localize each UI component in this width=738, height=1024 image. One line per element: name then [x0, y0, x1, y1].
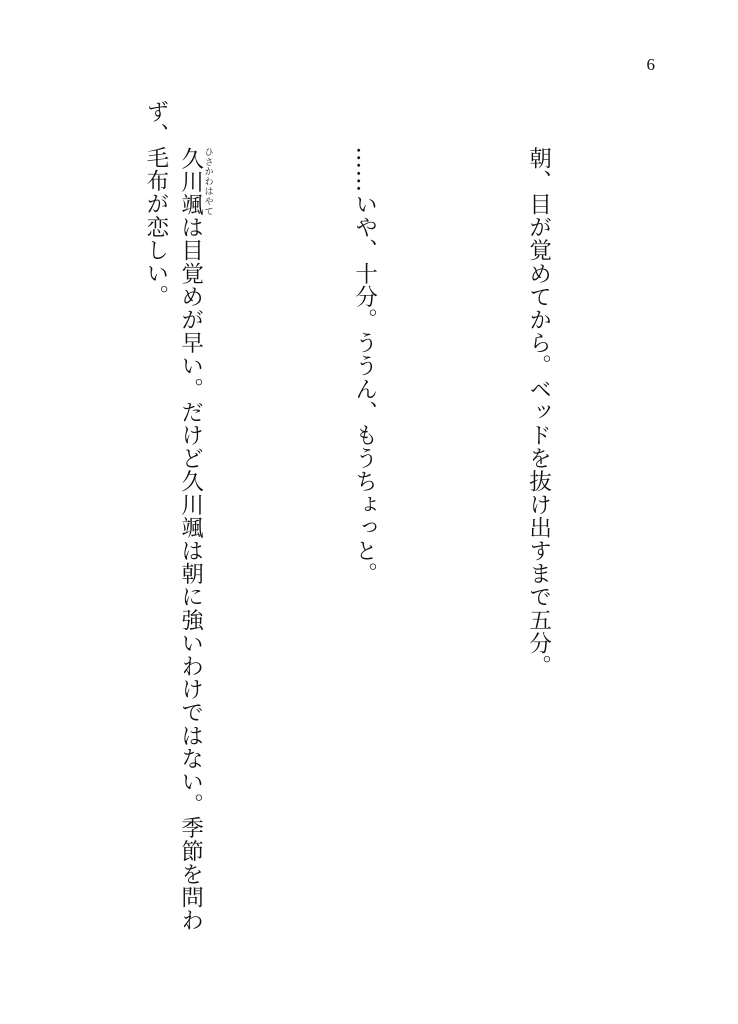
page-number: 6 [646, 55, 655, 74]
paragraph-1 [486, 100, 590, 955]
ruby-reading: ひさかわはやて [202, 146, 213, 216]
name-ruby [177, 146, 213, 216]
paragraph-3 [103, 100, 242, 955]
paragraph-text: ……いや、十分。ううん、もうちょっと。 [351, 146, 378, 586]
paragraph-2 [312, 100, 416, 955]
paragraph-text: 朝、目が覚めてから。ベッドを抜け出すまで五分。 [525, 146, 552, 678]
vertical-body-text [100, 100, 660, 955]
paragraph-text-after: は目覚めが早い。だけど久川颯は朝に強いわけではない。季節を問わず、毛布が恋しい。 [142, 100, 204, 932]
ruby-base: 久川颯 [177, 146, 204, 216]
